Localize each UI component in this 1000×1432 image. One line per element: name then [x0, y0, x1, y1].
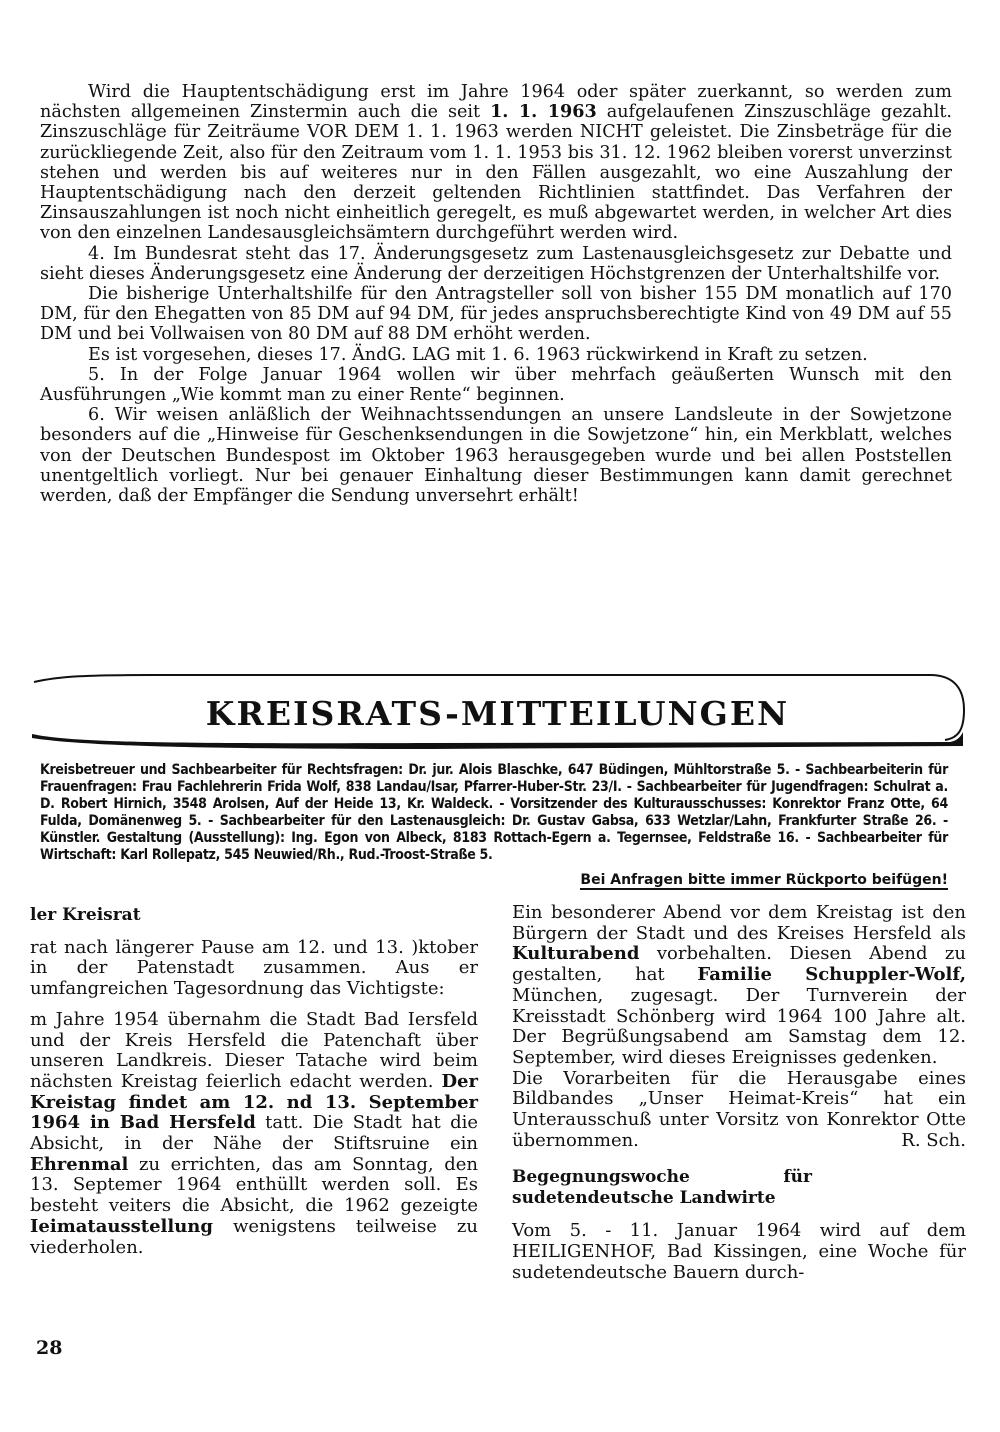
author-signature: R. Sch.	[901, 1129, 966, 1151]
text: tatt. Die Stadt hat die Absicht, in der Nähe der Stiftsruine ein	[30, 1112, 479, 1155]
paragraph: rat nach längerer Pause am 12. und 13. )ktober in der Patenstadt zusammen. Aus er umfangreichen Tagesordnung das Vichtigste:	[30, 936, 478, 1000]
paragraph: 4. Im Bundesrat steht das 17. Änderungsgesetz zum Lastenausgleichsgesetz zur Debatte und sieht dieses Änderungsgesetz eine Änderung der derzeitigen Höchstgrenzen der Unterhaltshilfe vor.	[40, 243, 952, 284]
intro-text	[40, 82, 952, 506]
paragraph	[30, 1010, 478, 1258]
label: Kulturausschusses:	[633, 796, 767, 812]
text: Konrektor Franz Otte, 64 Fulda, Domänenweg 5. - Sachbearbeiter für den	[40, 796, 948, 829]
label: Jugendfragen:	[771, 779, 869, 795]
text: Dr. jur. Alois Blaschke, 647 Büdingen, Mühltorstraße 5. - Sachbearbeiterin für	[402, 762, 948, 778]
bold-text: 1. 1. 1963	[490, 101, 597, 123]
text: wenigstens teilweise zu viederholen.	[30, 1215, 478, 1258]
text: Schulrat a. D. Robert Hirnich, 3548 Arolsen, Auf der Heide 13, Kr. Waldeck. - Vorsitzender des	[40, 779, 948, 812]
text: Ein besonderer Abend vor dem Kreistag ist den Bürgern der Stadt und des Kreises Hersfeld als	[512, 902, 966, 944]
text: München, zugesagt. Der Turnverein der Kreisstadt Schönberg wird 1964 100 Jahre alt. Der Begrüßungsabend am Samstag dem 12. September, wird dieses Ereignisses gedenken.	[512, 984, 966, 1068]
section-banner	[30, 670, 965, 750]
bold-text: Familie Schuppler-Wolf,	[697, 964, 966, 986]
bold-text: Ehrenmal	[30, 1153, 129, 1175]
label: Künstler. Gestaltung (Ausstellung):	[40, 830, 285, 846]
page-number: 28	[36, 1337, 63, 1359]
label: Kreisbetreuer	[40, 762, 135, 778]
text: Ing. Egon von Albeck, 8183 Rottach-Egern a. Tegernsee, Feldstraße 16. - Sachbearbeiter für	[284, 830, 949, 846]
text: Dr. Gustav Gabsa, 633 Wetzlar/Lahn, Frankfurter Straße 26. -	[505, 813, 948, 829]
paragraph	[512, 1069, 966, 1152]
paragraph	[40, 82, 952, 244]
return-postage-notice: Bei Anfragen bitte immer Rückporto beifügen!	[580, 872, 948, 888]
text: vorbehalten. Diesen Abend zu gestalten, hat	[512, 943, 966, 986]
text: Die Vorarbeiten für die Herausgabe eines Bildbandes „Unser Heimat-Kreis“ hat ein Unterausschuß unter Vorsitz von Konrektor Otte übernommen.	[512, 1067, 966, 1151]
paragraph: 5. In der Folge Januar 1964 wollen wir über mehrfach geäußerten Wunsch mit den Ausführungen „Wie kommt man zu einer Rente“ beginnen.	[40, 364, 952, 406]
text: Frau Fachlehrerin Frida Wolf, 838 Landau/Isar, Pfarrer-Huber-Str. 23/I. - Sachbearbeiter für	[136, 779, 772, 795]
paragraph: 6. Wir weisen anläßlich der Weihnachtssendungen an unsere Landsleute in der Sowjetzone besonders auf die „Hinweise für Geschenksendungen in die Sowjetzone“ hin, ein Merkblatt, welches von der Deutschen Bundespost im Oktober 1963 herausgegeben wurde und bei allen Poststellen unentgeltlich vorliegt. Nur bei genauer Einhaltung dieser Bestimmungen kann damit gerechnet werden, daß der Empfänger die Sendung unversehrt erhält!	[40, 405, 952, 507]
text: aufgelaufenen Zinszuschläge gezahlt. Zinszuschläge für Zeiträume VOR DEM 1. 1. 1963 werden NICHT geleistet. Die Zinsbeträge für die zurückliegende Zeit, also für den Zeitraum vom 1. 1. 1953 bis 31. 12. 1962 bleiben vorerst unverzinst stehen und werden bis auf weiteres nur in den Fällen ausgezahlt, wo eine Auszahlung der Hauptentschädigung nach den derzeit geltenden Richtlinien stattfindet. Das Verfahren der Zinsauszahlungen ist noch nicht einheitlich geregelt, es muß abgewartet werden, in welcher Art dies von den einzelnen Landesausgleichsämtern durchgeführt werden wird.	[40, 102, 952, 244]
officials-list	[40, 762, 948, 864]
paragraph: Es ist vorgesehen, dieses 17. ÄndG. LAG mit 1. 6. 1963 rückwirkend in Kraft zu setzen.	[88, 344, 868, 365]
text: zu errichten, das am Sonntag, den 13. Septemer 1964 enthüllt werden soll. Es besteht veiters die Absicht, die 1962 gezeigte	[30, 1153, 478, 1217]
column-heading: Begegnungswoche für sudetendeutsche Landwirte	[512, 1167, 812, 1209]
paragraph: Die bisherige Unterhaltshilfe für den Antragsteller soll von bisher 155 DM monatlich auf 170 DM, für den Ehegatten von 85 DM auf 94 DM, für jedes anspruchsberechtigte Kind von 49 DM auf 55 DM und bei Vollwaisen von 80 DM auf 88 DM erhöht werden.	[40, 284, 952, 345]
text: m Jahre 1954 übernahm die Stadt Bad Iersfeld und der Kreis Hersfeld die Patenchaft über unseren Landkreis. Dieser Tatache wird beim nächsten Kreistag feierlich edacht werden.	[30, 1008, 478, 1092]
label: Wirtschaft:	[40, 847, 117, 863]
label: Rechtsfragen:	[306, 762, 403, 778]
bold-text: Ieimatausstellung	[30, 1215, 213, 1237]
bold-text: Der Kreistag findet am 12. nd 13. September 1964 in Bad Hersfeld	[30, 1070, 478, 1134]
text: Wird die Hauptentschädigung erst im Jahre 1964 oder später zuerkannt, so werden zum nächsten allgemeinen Zinstermin auch die seit	[40, 82, 952, 123]
right-column	[512, 903, 966, 1284]
label: Lastenausgleich:	[389, 813, 506, 829]
text: Karl Rollepatz, 545 Neuwied/Rh., Rud.-Troost-Straße 5.	[116, 847, 493, 863]
bold-text: Kulturabend	[512, 943, 640, 965]
officials-paragraph	[40, 762, 948, 864]
text: und Sachbearbeiter für	[134, 762, 307, 778]
paragraph: Vom 5. - 11. Januar 1964 wird auf dem HEILIGENHOF, Bad Kissingen, eine Woche für sudetendeutsche Bauern durch-	[512, 1220, 966, 1283]
left-column	[30, 905, 478, 1258]
paragraph	[512, 903, 966, 1069]
column-heading: ler Kreisrat	[30, 905, 141, 925]
section-title: KREISRATS-MITTEILUNGEN	[205, 694, 790, 733]
label: Frauenfragen:	[40, 779, 137, 795]
